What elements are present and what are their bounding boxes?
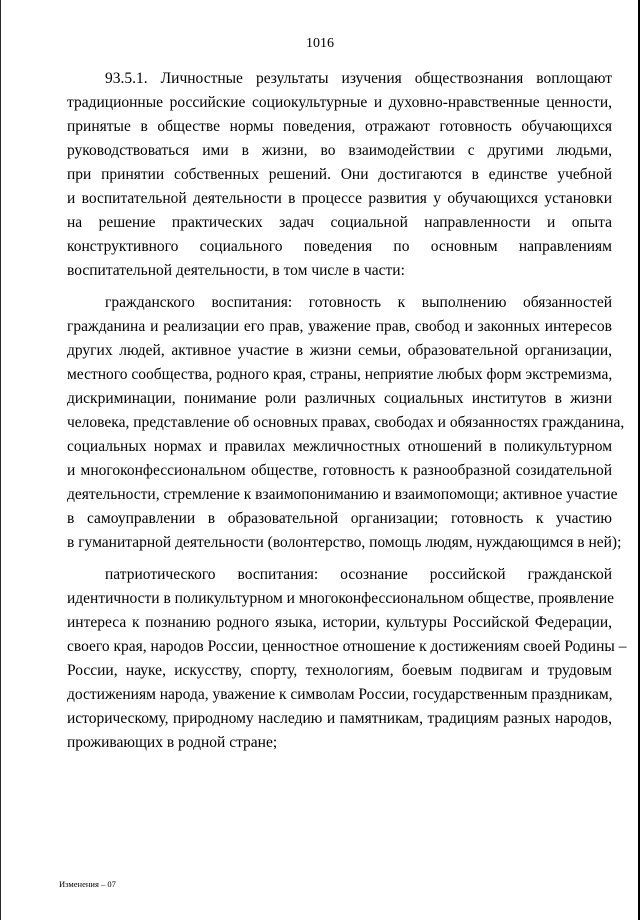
text-line: социальных нормах и правилах межличностных отношений в поликультурном: [67, 438, 612, 455]
text-line: 93.5.1. Личностные результаты изучения обществознания воплощают: [105, 70, 612, 87]
text-line: при принятии собственных решений. Они достигаются в единстве учебной: [67, 166, 612, 183]
footer-revision-note: Изменения – 07: [59, 879, 116, 889]
text-line: на решение практических задач социальной направленности и опыта: [67, 214, 612, 231]
paragraph-patriotic-education: [67, 563, 627, 755]
text-line: конструктивного социального поведения по основным направлениям: [67, 238, 612, 255]
text-line: идентичности в поликультурном и многоконфессиональном обществе, проявление: [67, 590, 615, 607]
text-line: в гуманитарной деятельности (волонтерство, помощь людям, нуждающимся в ней);: [67, 534, 622, 551]
text-line: дискриминации, понимание роли различных социальных институтов в жизни: [67, 390, 612, 407]
paragraph-gap: [67, 555, 612, 563]
body-text: [67, 67, 627, 755]
text-line: гражданина и реализации его прав, уважение прав, свобод и законных интересов: [67, 318, 612, 335]
text-line: гражданского воспитания: готовность к выполнению обязанностей: [105, 294, 612, 311]
text-line: своего края, народов России, ценностное отношение к достижениям своей Родины –: [67, 638, 627, 655]
text-line: традиционные российские социокультурные и духовно-нравственные ценности,: [67, 94, 612, 111]
page-number: 1016: [306, 36, 334, 51]
text-line: в самоуправлении в образовательной организации; готовность к участию: [67, 510, 612, 527]
text-line: историческому, природному наследию и памятникам, традициям разных народов,: [67, 710, 612, 727]
text-line: интереса к познанию родного языка, истории, культуры Российской Федерации,: [67, 614, 612, 631]
text-line: достижениям народа, уважение к символам России, государственным праздникам,: [67, 686, 613, 703]
text-line: воспитательной деятельности, в том числе в части:: [67, 262, 405, 279]
text-line: местного сообщества, родного края, страны, неприятие любых форм экстремизма,: [67, 366, 613, 383]
paragraph-civic-education: [67, 291, 625, 555]
text-line: патриотического воспитания: осознание российской гражданской: [105, 566, 612, 583]
text-line: других людей, активное участие в жизни семьи, образовательной организации,: [67, 342, 612, 359]
paragraph-personal-results: [67, 67, 612, 283]
text-line: России, науке, искусству, спорту, технологиям, боевым подвигам и трудовым: [67, 662, 612, 679]
paragraph-gap: [67, 283, 612, 291]
text-line: деятельности, стремление к взаимопониманию и взаимопомощи; активное участие: [67, 486, 618, 503]
text-line: и многоконфессиональном обществе, готовность к разнообразной созидательной: [67, 462, 612, 479]
scan-edge-left: [0, 0, 1, 920]
text-line: руководствоваться ими в жизни, во взаимодействии с другими людьми,: [67, 142, 612, 159]
text-line: человека, представление об основных правах, свободах и обязанностях гражданина,: [67, 414, 625, 431]
text-line: принятые в обществе нормы поведения, отражают готовность обучающихся: [67, 118, 612, 135]
text-line: проживающих в родной стране;: [67, 734, 278, 751]
text-line: и воспитательной деятельности в процессе развития у обучающихся установки: [67, 190, 612, 207]
